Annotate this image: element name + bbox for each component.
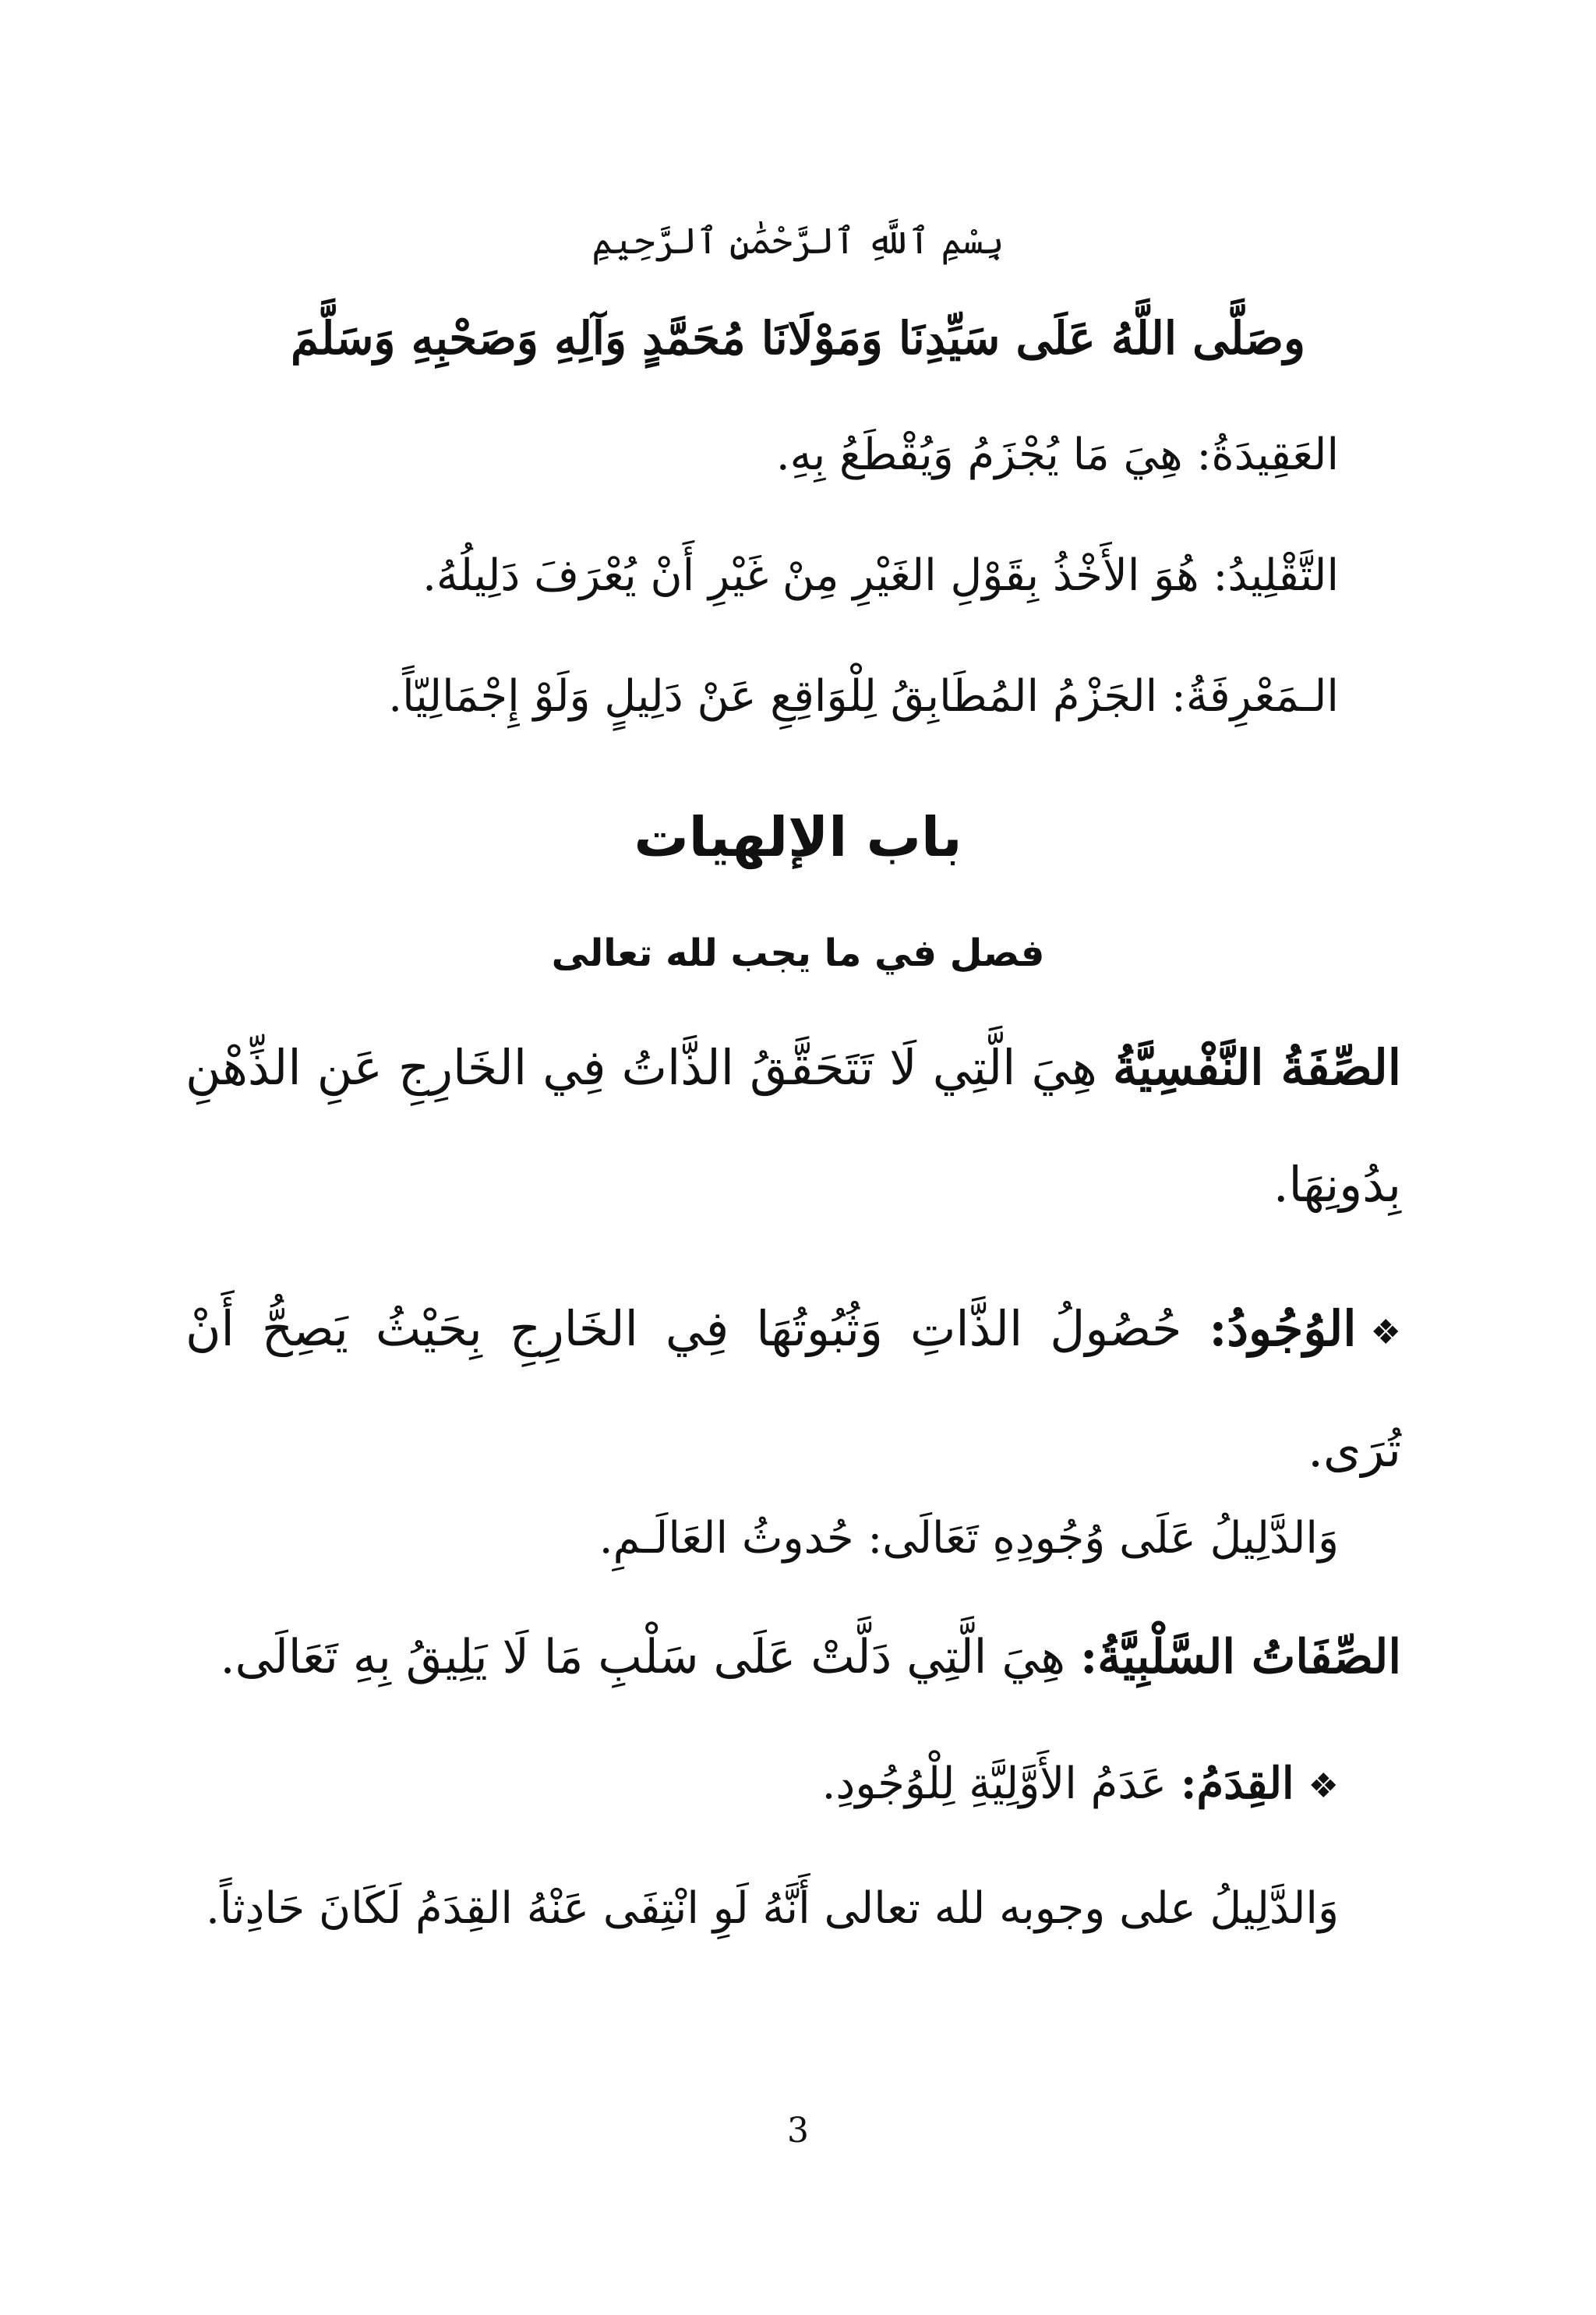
definition-aqida <box>776 429 1339 481</box>
definition-text: هُوَ الأَخْذُ بِقَوْلِ الغَيْرِ مِنْ غَيْرِ أَنْ يُعْرَفَ دَلِيلُهُ. <box>422 550 1199 601</box>
definition-term: العَقِيدَةُ: <box>1196 429 1339 480</box>
salbiyya-line <box>221 1629 1401 1685</box>
qidam-line <box>822 1758 1339 1810</box>
salbiyya-text: هِيَ الَّتِي دَلَّتْ عَلَى سَلْبِ مَا لَا يَلِيقُ بِهِ تَعَالَى. <box>220 1630 1066 1684</box>
definition-text: الجَزْمُ المُطَابِقُ لِلْوَاقِعِ عَنْ دَلِيلٍ وَلَوْ إِجْمَالِيّاً. <box>388 671 1158 722</box>
page-number: 3 <box>787 2111 809 2151</box>
nafsiyya-text: هِيَ الَّتِي لَا تَتَحَقَّقُ الذَّاتُ فِي الخَارِجِ عَنِ الذِّهْنِ بِدُونِهَا. <box>185 1039 1401 1213</box>
definition-marifa <box>388 670 1339 723</box>
wujud-text: حُصُولُ الذَّاتِ وَثُبُوتُهَا فِي الخَارِجِ بِحَيْثُ يَصِحُّ أَنْ تُرَى. <box>185 1300 1401 1478</box>
definition-term: الـمَعْرِفَةُ: <box>1171 671 1339 722</box>
qidam-text: عَدَمُ الأَوَّلِيَّةِ لِلْوُجُودِ. <box>821 1758 1167 1809</box>
bullet-icon: ❖ <box>1308 1766 1339 1807</box>
wujud-paragraph <box>185 1271 1401 1508</box>
nafsiyya-term: الصِّفَةُ النَّفْسِيَّةُ <box>1113 1039 1401 1096</box>
wujud-proof: وَالدَّلِيلُ عَلَى وُجُودِهِ تَعَالَى: حُدوثُ العَالَـمِ. <box>598 1513 1339 1564</box>
basmala: بِسْمِ ٱللَّهِ ٱلرَّحْمَٰنِ ٱلرَّحِيمِ <box>591 220 1005 262</box>
definition-term: التَّقْلِيدُ: <box>1213 550 1339 601</box>
qidam-proof: وَالدَّلِيلُ على وجوبه لله تعالى أَنَّهُ لَوِ انْتِفَى عَنْهُ القِدَمُ لَكَانَ حَادِثاً. <box>206 1883 1339 1934</box>
definition-taqlid <box>422 550 1339 602</box>
section-title: فصل في ما يجب لله تعالى <box>551 931 1045 975</box>
definition-text: هِيَ مَا يُجْزَمُ وَيُقْطَعُ بِهِ. <box>775 429 1183 480</box>
salutation-line: وصَلَّى اللَّهُ عَلَى سَيِّدِنَا وَمَوْلَانَا مُحَمَّدٍ وَآلِهِ وَصَحْبِهِ وَسَلَّمَ <box>291 312 1305 365</box>
wujud-term: الوُجُودُ: <box>1209 1300 1357 1357</box>
nafsiyya-paragraph <box>185 1009 1401 1243</box>
qidam-term: القِدَمُ: <box>1180 1758 1294 1809</box>
bullet-icon: ❖ <box>1370 1312 1401 1352</box>
salbiyya-term: الصِّفَاتُ السَّلْبِيَّةُ: <box>1080 1630 1401 1684</box>
chapter-title: باب الإلهيات <box>634 805 962 869</box>
